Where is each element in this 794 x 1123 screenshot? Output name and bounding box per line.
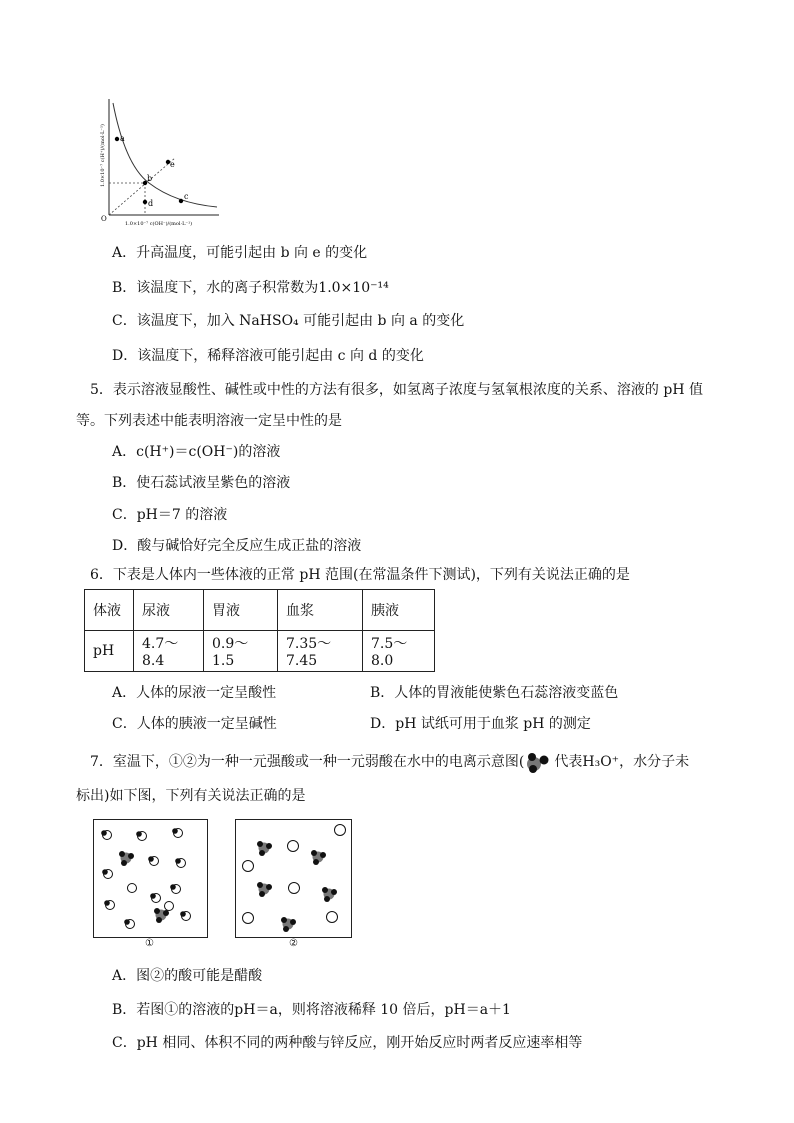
label-a: a xyxy=(120,134,125,143)
point-a xyxy=(115,137,119,141)
table-cell: 血浆 xyxy=(278,590,363,631)
table-cell: 尿液 xyxy=(134,590,204,631)
table-cell: 7.35～7.45 xyxy=(278,631,363,672)
q4-option-c[interactable] xyxy=(112,311,464,331)
option-text: 该温度下，稀释溶液可能引起由 c 向 d 的变化 xyxy=(137,348,424,364)
option-text: 若图①的溶液的pH＝a，则将溶液稀释 10 倍后，pH＝a＋1 xyxy=(136,1002,511,1018)
table-cell: 4.7～8.4 xyxy=(134,631,204,672)
option-text: pH 试纸可用于血浆 pH 的测定 xyxy=(395,716,591,732)
h3o-ions xyxy=(119,851,169,923)
q6-option-b[interactable] xyxy=(370,683,618,703)
q5-option-a[interactable] xyxy=(112,442,280,462)
q7-option-a[interactable] xyxy=(112,966,262,986)
option-text: 升高温度，可能引起由 b 向 e 的变化 xyxy=(136,245,368,261)
q7-stem-part1: 7．室温下，①②为一种一元强酸或一种一元弱酸在水中的电离示意图( xyxy=(90,754,525,770)
origin-label: O xyxy=(101,215,107,223)
table-row xyxy=(85,590,435,631)
label-b: b xyxy=(147,174,153,183)
option-letter: B． xyxy=(112,1002,137,1018)
ph-table xyxy=(84,589,435,672)
point-d xyxy=(143,200,147,204)
option-text: 图②的酸可能是醋酸 xyxy=(136,968,263,984)
option-letter: D． xyxy=(370,716,396,732)
water-ionization-graph xyxy=(95,95,225,230)
q6-stem: 6．下表是人体内一些体液的正常 pH 范围(在常温条件下测试)，下列有关说法正确的是 xyxy=(90,567,630,583)
q5-stem-line1: 5．表示溶液显酸性、碱性或中性的方法有很多，如氢离子浓度与氢氧根浓度的关系、溶液的 pH 值 xyxy=(90,382,703,398)
option-text: 人体的胰液一定呈碱性 xyxy=(136,716,277,732)
option-text: pH＝7 的溶液 xyxy=(136,507,228,523)
figure-2-label: ② xyxy=(289,938,298,949)
q4-option-a[interactable] xyxy=(112,243,367,263)
q4-option-d[interactable] xyxy=(112,346,424,366)
q4-option-b[interactable] xyxy=(112,278,389,298)
x-axis-label: 1.0×10⁻⁷ c(OH⁻)/(mol·L⁻¹) xyxy=(125,221,193,227)
option-letter: C． xyxy=(112,1035,137,1051)
h3o-ion-icon xyxy=(524,750,554,774)
option-letter: A． xyxy=(112,685,137,701)
option-text: 使石蕊试液呈紫色的溶液 xyxy=(136,475,291,491)
figure-1-label: ① xyxy=(145,938,154,949)
option-letter: C． xyxy=(112,716,137,732)
anions xyxy=(243,825,346,924)
option-letter: C． xyxy=(112,507,137,523)
option-letter: A． xyxy=(112,968,137,984)
option-text: 酸与碱恰好完全反应生成正盐的溶液 xyxy=(137,538,362,554)
figure-2-molecules xyxy=(236,820,351,937)
option-letter: A． xyxy=(112,444,137,460)
table-cell: 0.9～1.5 xyxy=(204,631,278,672)
option-letter: C． xyxy=(112,313,137,329)
q6-option-d[interactable] xyxy=(370,714,591,734)
table-row xyxy=(85,631,435,672)
q5-option-d[interactable] xyxy=(112,536,361,556)
q7-stem-line2: 标出)如下图，下列有关说法正确的是 xyxy=(76,788,306,804)
option-letter: B． xyxy=(112,280,137,296)
option-text: 人体的胃液能使紫色石蕊溶液变蓝色 xyxy=(394,685,619,701)
option-letter: A． xyxy=(112,245,137,261)
q6-option-a[interactable] xyxy=(112,683,276,703)
q5-stem-line2: 等。下列表述中能表明溶液一定呈中性的是 xyxy=(76,413,342,429)
ha-molecules xyxy=(101,828,190,928)
label-c: c xyxy=(184,192,189,201)
table-cell: pH xyxy=(85,631,134,672)
q7-option-c[interactable] xyxy=(112,1033,582,1053)
option-letter: B． xyxy=(370,685,395,701)
y-axis-label: 1.0×10⁻⁷ c(H⁺)/(mol·L⁻¹) xyxy=(100,124,106,187)
figure-1-box xyxy=(93,819,208,938)
option-text: 该温度下，水的离子积常数为1.0×10⁻¹⁴ xyxy=(136,280,389,296)
q7-stem-part2: 代表H₃O⁺，水分子未 xyxy=(554,754,690,770)
option-letter: D． xyxy=(112,538,138,554)
table-cell: 7.5～8.0 xyxy=(363,631,435,672)
option-text: c(H⁺)＝c(OH⁻)的溶液 xyxy=(136,444,281,460)
label-e: e xyxy=(170,160,175,169)
table-cell: 胃液 xyxy=(204,590,278,631)
label-d: d xyxy=(148,199,154,208)
option-text: 人体的尿液一定呈酸性 xyxy=(136,685,277,701)
option-text: pH 相同、体积不同的两种酸与锌反应，刚开始反应时两者反应速率相等 xyxy=(136,1035,583,1051)
q5-option-c[interactable] xyxy=(112,505,227,525)
q7-option-b[interactable] xyxy=(112,1000,511,1020)
figure-2-box xyxy=(235,819,352,938)
table-cell: 体液 xyxy=(85,590,134,631)
option-letter: D． xyxy=(112,348,138,364)
figure-1-molecules xyxy=(94,820,207,937)
table-cell: 胰液 xyxy=(363,590,435,631)
point-c xyxy=(179,199,183,203)
option-text: 该温度下，加入 NaHSO₄ 可能引起由 b 向 a 的变化 xyxy=(136,313,465,329)
q6-option-c[interactable] xyxy=(112,714,277,734)
option-letter: B． xyxy=(112,475,137,491)
q5-option-b[interactable] xyxy=(112,473,290,493)
q7-stem-line1 xyxy=(90,750,689,774)
